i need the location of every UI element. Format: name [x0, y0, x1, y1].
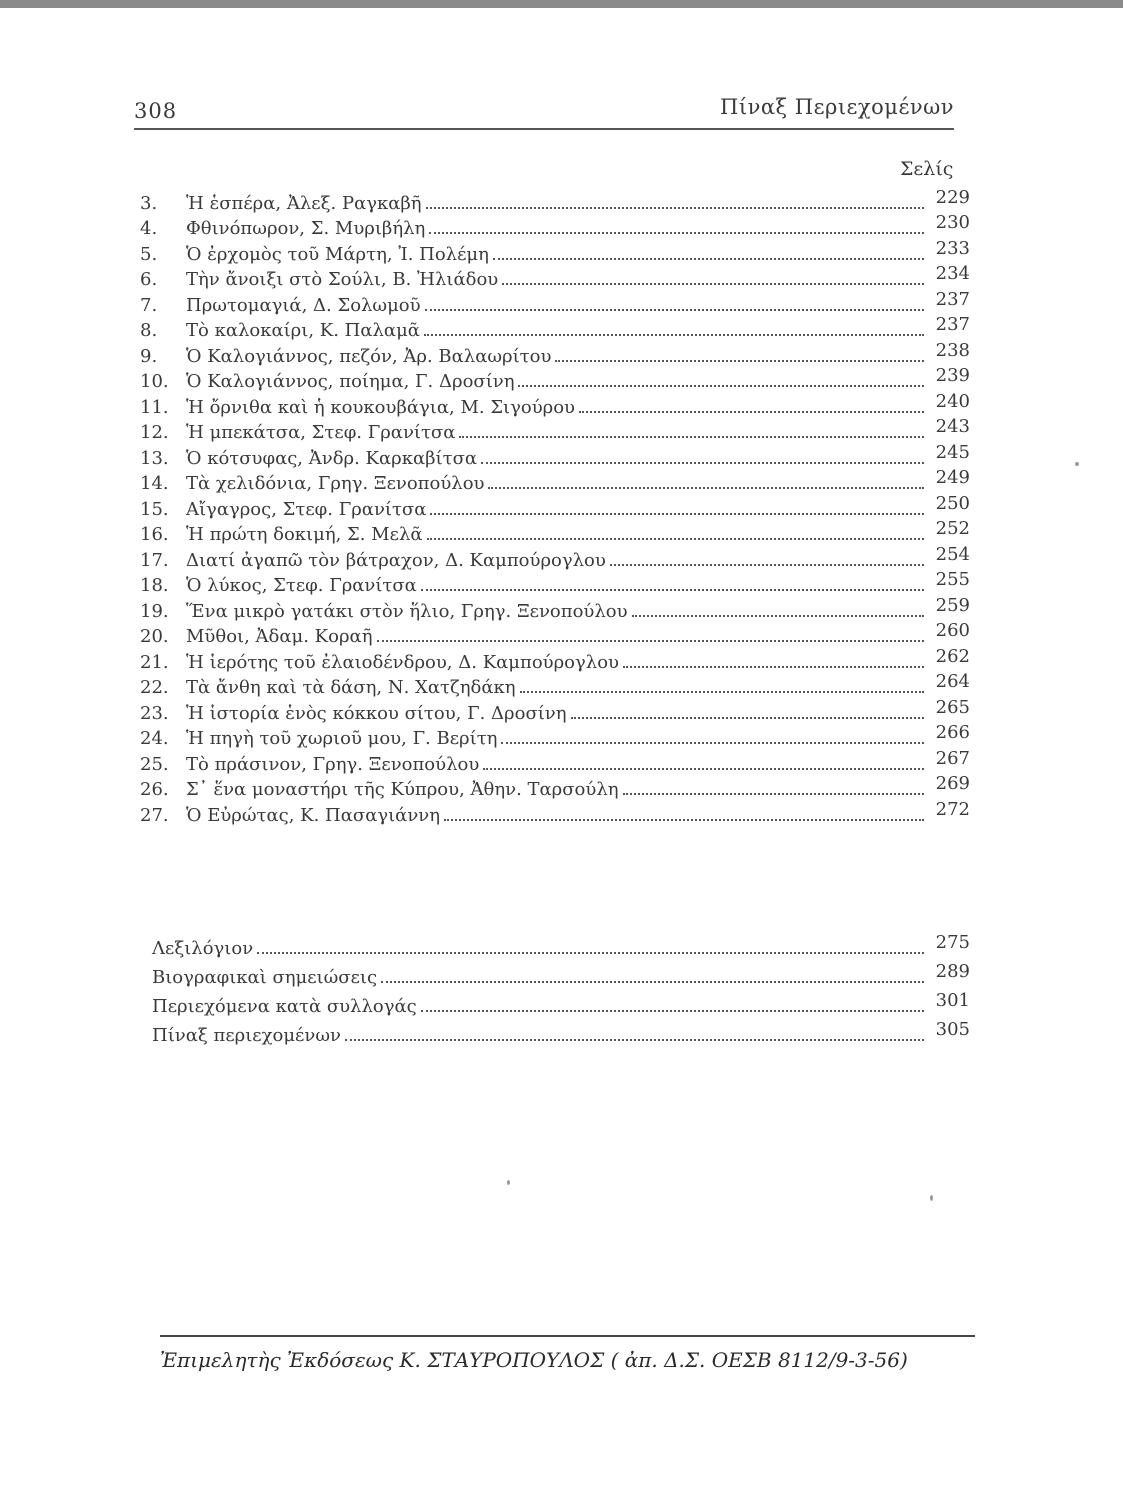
entry-title: Τὸ πράσινον, Γρηγ. Ξενοπούλου [186, 753, 480, 775]
toc-entry [140, 188, 970, 214]
toc-entry [140, 520, 970, 546]
dot-leader [459, 436, 924, 438]
entry-page: 252 [935, 518, 970, 539]
entry-page: 259 [935, 594, 970, 616]
scan-top-edge [0, 0, 1123, 8]
entry-title: Ἡ ἱερότης τοῦ ἐλαιοδένδρου, Δ. Καμπούρογλου [186, 651, 619, 673]
entry-title: Πρωτομαγιά, Δ. Σολωμοῦ [186, 294, 421, 316]
entry-page: 265 [935, 696, 970, 718]
entry-number: 22. [140, 677, 169, 698]
footer-rule [160, 1335, 975, 1337]
toc-entry [140, 775, 970, 801]
entry-page: 255 [935, 569, 970, 590]
entry-number: 19. [140, 600, 169, 622]
toc-entry [140, 290, 970, 316]
toc-entry [140, 265, 970, 291]
toc-entry [140, 214, 970, 240]
entry-number: 27. [140, 804, 169, 826]
entry-title: Διατί ἀγαπῶ τὸν βάτραχον, Δ. Καμπούρογλου [186, 549, 606, 571]
dot-leader [427, 538, 924, 540]
entry-title: Ἡ ὄρνιθα καὶ ἡ κουκουβάγια, Μ. Σιγούρου [186, 396, 575, 418]
entry-title: Πίναξ περιεχομένων [152, 1025, 341, 1046]
toc-entry [140, 698, 970, 724]
entry-number: 8. [140, 320, 158, 341]
running-title: Πίναξ Περιεχομένων [720, 95, 954, 119]
dot-leader [488, 487, 924, 489]
entry-page: 269 [935, 773, 970, 794]
dot-leader [444, 819, 924, 821]
dot-leader [623, 666, 924, 668]
toc-entry [140, 443, 970, 469]
entry-page: 254 [935, 543, 970, 565]
dot-leader [429, 232, 924, 234]
toc-entry [140, 647, 970, 673]
entry-title: Ἡ μπεκάτσα, Στεφ. Γρανίτσα [186, 422, 456, 443]
entry-title: Τὰ χελιδόνια, Γρηγ. Ξενοπούλου [186, 473, 485, 494]
entry-page: 266 [935, 722, 970, 743]
entry-number: 26. [140, 779, 169, 800]
entry-title: Τὸ καλοκαίρι, Κ. Παλαμᾶ [186, 320, 420, 341]
page-column-label: Σελίς [900, 158, 954, 180]
entry-title: Περιεχόμενα κατὰ συλλογάς [152, 996, 417, 1017]
entry-number: 23. [140, 702, 169, 724]
entry-number: 24. [140, 728, 169, 749]
dot-leader [257, 952, 924, 954]
entry-number: 9. [140, 345, 158, 367]
dot-leader [425, 309, 924, 311]
entry-page: 229 [935, 186, 970, 208]
entry-title: Βιογραφικαὶ σημειώσεις [152, 967, 378, 988]
dot-leader [623, 793, 924, 795]
dot-leader [345, 1039, 924, 1041]
entry-number: 5. [140, 243, 158, 265]
toc-entry [140, 596, 970, 622]
entry-number: 3. [140, 192, 158, 214]
dot-leader [501, 742, 924, 744]
dot-leader [424, 334, 924, 336]
entry-page: 305 [935, 1019, 970, 1040]
entry-title: Ἡ ἑσπέρα, Ἀλεξ. Ραγκαβῆ [186, 192, 422, 214]
entry-number: 12. [140, 422, 169, 443]
scan-speck [930, 1195, 933, 1201]
entry-title: Ἡ πηγὴ τοῦ χωριοῦ μου, Γ. Βερίτη [186, 728, 498, 749]
dot-leader [610, 564, 924, 566]
toc-entry [140, 622, 970, 648]
toc-entry [140, 239, 970, 265]
toc-entry [140, 800, 970, 826]
toc-entry [140, 571, 970, 597]
page-header [134, 95, 954, 125]
entry-number: 10. [140, 371, 169, 392]
entry-title: Μῦθοι, Ἀδαμ. Κοραῆ [186, 626, 373, 647]
dot-leader [430, 513, 924, 515]
entry-title: Ὁ κότσυφας, Ἀνδρ. Καρκαβίτσα [186, 447, 478, 469]
dot-leader [555, 360, 924, 362]
entry-title: Φθινόπωρον, Σ. Μυριβήλη [186, 218, 426, 239]
entry-number: 4. [140, 218, 158, 239]
entry-title: Ὁ λύκος, Στεφ. Γρανίτσα [186, 575, 417, 596]
toc-entry [140, 392, 970, 418]
entry-title: Ὁ Καλογιάννος, πεζόν, Ἀρ. Βαλαωρίτου [186, 345, 552, 367]
dot-leader [518, 385, 924, 387]
entry-number: 20. [140, 626, 169, 647]
entry-page: 238 [935, 339, 970, 361]
entry-page: 260 [935, 620, 970, 641]
appendix-list [152, 930, 970, 1046]
toc-entry [140, 316, 970, 342]
toc-entry [140, 749, 970, 775]
entry-number: 18. [140, 575, 169, 596]
toc-entry [140, 673, 970, 699]
entry-page: 243 [935, 416, 970, 437]
entry-page: 230 [935, 212, 970, 233]
dot-leader [502, 283, 924, 285]
entry-number: 7. [140, 294, 158, 316]
entry-number: 17. [140, 549, 169, 571]
toc-entry [140, 418, 970, 444]
dot-leader [421, 589, 924, 591]
appendix-entry [152, 959, 970, 988]
toc-entry [140, 724, 970, 750]
entry-number: 15. [140, 498, 169, 520]
dot-leader [493, 258, 924, 260]
entry-number: 11. [140, 396, 169, 418]
toc-entry [140, 545, 970, 571]
toc-entry [140, 367, 970, 393]
entry-page: 234 [935, 263, 970, 284]
entry-number: 14. [140, 473, 169, 494]
entry-page: 237 [935, 288, 970, 310]
appendix-entry [152, 930, 970, 959]
dot-leader [421, 1010, 924, 1012]
entry-number: 13. [140, 447, 169, 469]
dot-leader [483, 768, 924, 770]
entry-title: Ἡ ἱστορία ἑνὸς κόκκου σίτου, Γ. Δροσίνη [186, 702, 567, 724]
entry-title: Τὰ ἄνθη καὶ τὰ δάση, Ν. Χατζηδάκη [186, 677, 516, 698]
entry-page: 249 [935, 467, 970, 488]
scan-speck [507, 1180, 510, 1185]
entry-title: Ὁ Καλογιάννος, ποίημα, Γ. Δροσίνη [186, 371, 515, 392]
entry-number: 6. [140, 269, 158, 290]
entry-page: 275 [935, 932, 970, 953]
entry-page: 289 [935, 961, 970, 982]
scan-speck [1075, 462, 1079, 466]
page-number: 308 [134, 99, 178, 123]
entry-title: Σ᾿ ἕνα μοναστήρι τῆς Κύπρου, Ἀθην. Ταρσούλη [186, 779, 619, 800]
editor-credit: Ἐπιμελητὴς Ἐκδόσεως Κ. ΣΤΑΥΡΟΠΟΥΛΟΣ ( ἀπ. Δ.Σ. ΟΕΣΒ 8112/9-3-56) [160, 1348, 908, 1372]
appendix-entry [152, 1017, 970, 1046]
dot-leader [520, 691, 924, 693]
entry-page: 237 [935, 314, 970, 335]
table-of-contents [140, 188, 970, 826]
entry-title: Ἡ πρώτη δοκιμή, Σ. Μελᾶ [186, 524, 423, 545]
entry-page: 239 [935, 365, 970, 386]
toc-entry [140, 494, 970, 520]
entry-page: 233 [935, 237, 970, 259]
entry-page: 264 [935, 671, 970, 692]
dot-leader [579, 411, 924, 413]
toc-entry [140, 469, 970, 495]
entry-number: 16. [140, 524, 169, 545]
appendix-entry [152, 988, 970, 1017]
entry-page: 245 [935, 441, 970, 463]
entry-number: 21. [140, 651, 169, 673]
header-rule [134, 128, 954, 130]
toc-entry [140, 341, 970, 367]
entry-title: Λεξιλόγιον [152, 938, 254, 959]
entry-page: 240 [935, 390, 970, 412]
entry-title: Αἴγαγρος, Στεφ. Γρανίτσα [186, 498, 427, 520]
entry-title: Ἕνα μικρὸ γατάκι στὸν ἥλιο, Γρηγ. Ξενοπούλου [186, 600, 628, 622]
dot-leader [481, 462, 924, 464]
entry-page: 301 [935, 990, 970, 1011]
dot-leader [377, 640, 925, 642]
dot-leader [381, 981, 924, 983]
dot-leader [632, 615, 924, 617]
dot-leader [571, 717, 924, 719]
dot-leader [426, 207, 924, 209]
entry-page: 272 [935, 798, 970, 820]
entry-page: 262 [935, 645, 970, 667]
entry-number: 25. [140, 753, 169, 775]
entry-title: Τὴν ἄνοιξι στὸ Σούλι, Β. Ἠλιάδου [186, 269, 499, 290]
entry-page: 267 [935, 747, 970, 769]
entry-page: 250 [935, 492, 970, 514]
entry-title: Ὁ ἐρχομὸς τοῦ Μάρτη, Ἰ. Πολέμη [186, 243, 489, 265]
entry-title: Ὁ Εὐρώτας, Κ. Πασαγιάννη [186, 804, 440, 826]
